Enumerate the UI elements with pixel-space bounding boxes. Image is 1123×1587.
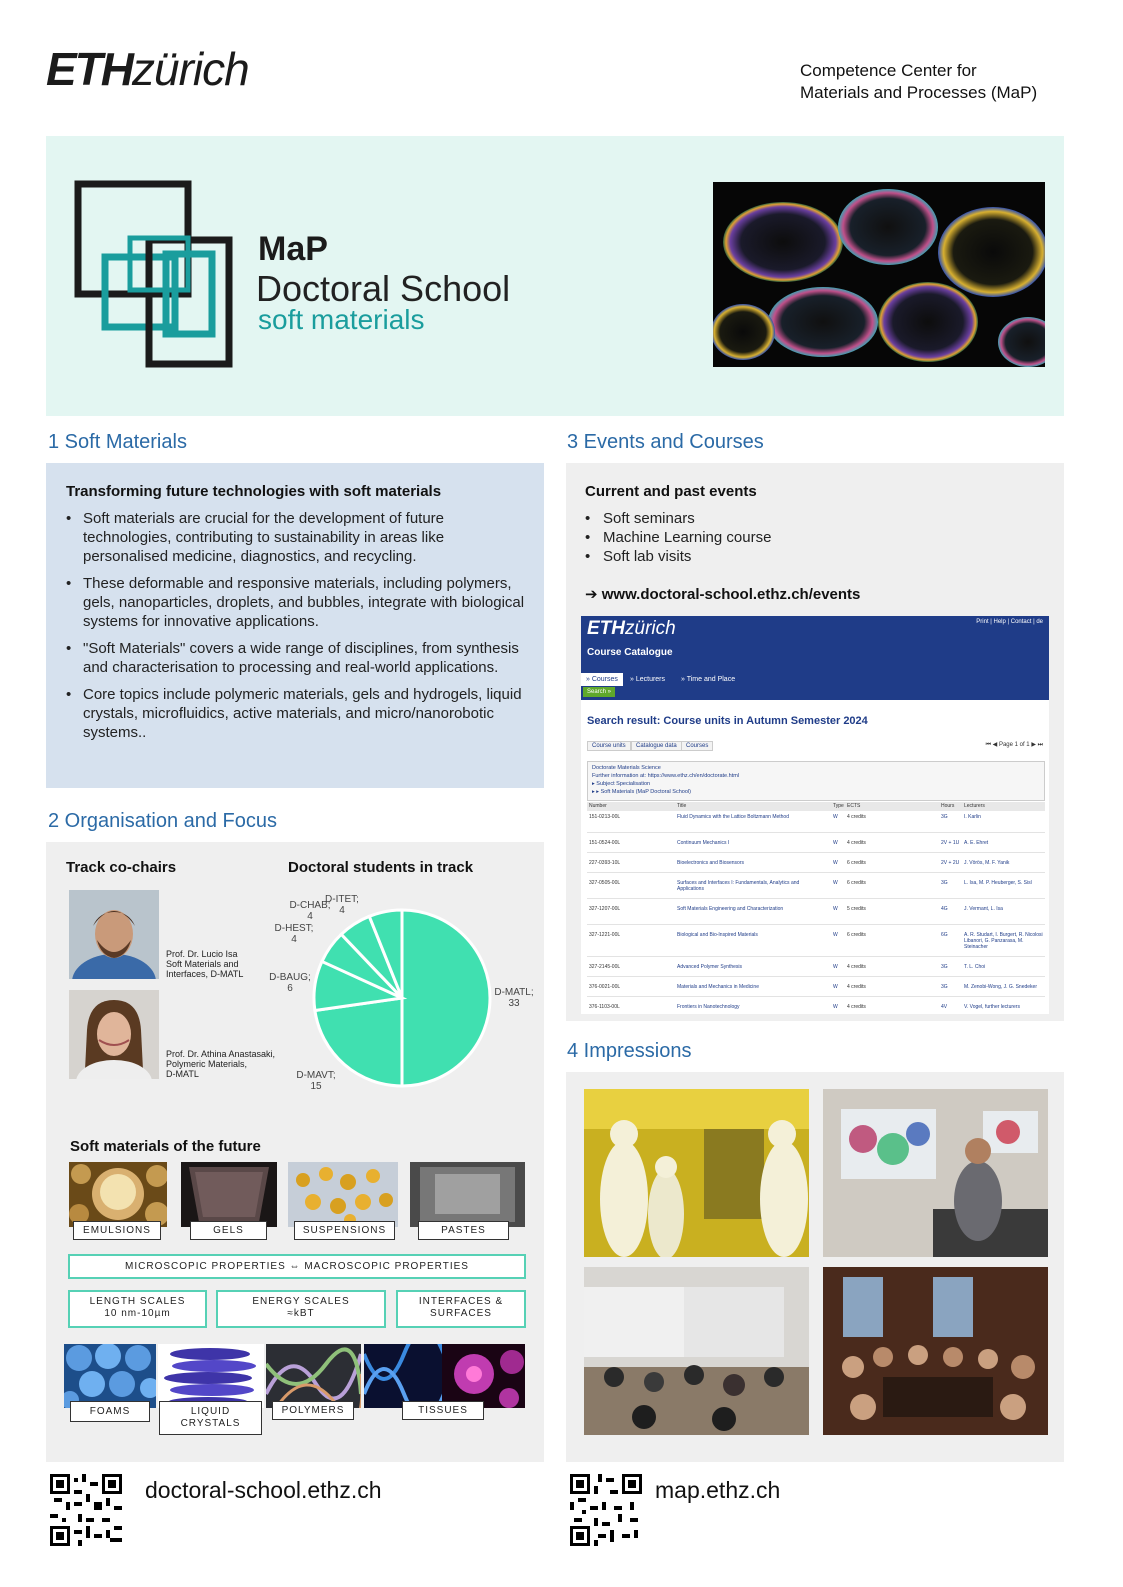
cell-title[interactable]: Surfaces and Interfaces I: Fundamentals, Analytics and Applications	[677, 880, 800, 892]
list-item: • Soft materials are crucial for the development of future technologies, contributing to sustainability in areas like personalised medicine, diagnostics, and recycling.	[66, 509, 532, 566]
interfaces-label-1: INTERFACES &	[418, 1296, 504, 1307]
chair-photo-lucio-isa	[69, 890, 159, 979]
section-1-bullet-list	[66, 509, 532, 750]
foams-tag: FOAMS	[70, 1401, 150, 1422]
length-scales-label: LENGTH SCALES	[89, 1296, 186, 1307]
cell-type: W	[833, 880, 838, 886]
cell-type: W	[833, 840, 838, 846]
events-heading: Current and past events	[585, 483, 757, 500]
gels-tag: GELS	[190, 1221, 267, 1240]
catalogue-search-result-title: Search result: Course units in Autumn Semester 2024	[587, 715, 868, 727]
track-co-chairs-heading: Track co-chairs	[66, 859, 177, 876]
subtab-courses[interactable]: Courses	[681, 741, 713, 751]
filter-soft-materials[interactable]: ▸ ▸ Soft Materials (MaP Doctoral School)	[592, 789, 691, 795]
length-scales-value: 10 nm-10µm	[104, 1308, 171, 1319]
chair-2-name: Prof. Dr. Athina Anastasaki,	[166, 1049, 276, 1059]
soap-bubbles-image	[713, 182, 1045, 367]
energy-scales-label: ENERGY SCALES	[252, 1296, 350, 1307]
cell-title[interactable]: Bioelectronics and Biosensors	[677, 860, 744, 866]
cell-ects: 4 credits	[847, 1004, 866, 1010]
cell-hours: 2V + 1U	[941, 840, 960, 846]
length-scales-box	[68, 1290, 207, 1328]
map-url[interactable]: map.ethz.ch	[655, 1477, 781, 1503]
cell-ects: 6 credits	[847, 932, 866, 938]
cell-lect[interactable]: T. L. Choi	[964, 964, 986, 970]
cell-num: 227-0393-10L	[589, 860, 621, 866]
catalogue-eth-logo: ETHzürich	[587, 618, 676, 639]
catalogue-filter-box	[587, 761, 1045, 801]
section-2-title: 2 Organisation and Focus	[48, 810, 278, 832]
list-item: • Soft lab visits	[585, 547, 771, 566]
impression-dinner-photo	[823, 1267, 1048, 1435]
pie-label-d-itet: D-ITET; 4	[325, 894, 359, 916]
table-row[interactable]	[587, 1003, 1045, 1014]
cell-hours: 3G	[941, 814, 948, 820]
logo-zurich-text: zürich	[132, 43, 249, 95]
pie-label-d-mavt: D-MAVT; 15	[296, 1070, 336, 1092]
events-link[interactable]: ➔ www.doctoral-school.ethz.ch/events	[585, 586, 861, 603]
soft-materials-track: soft materials	[258, 304, 425, 335]
column-lecturers: Lecturers	[964, 803, 985, 809]
cell-num: 327-1221-00L	[589, 932, 621, 938]
cell-num: 327-2145-00L	[589, 964, 621, 970]
chair-1-department: Interfaces, D-MATL	[166, 969, 244, 979]
cell-title[interactable]: Soft Materials Engineering and Characterization	[677, 906, 784, 912]
cell-hours: 4G	[941, 906, 948, 912]
chair-2-department: D-MATL	[166, 1069, 199, 1079]
cell-hours: 2V + 2U	[941, 860, 960, 866]
polymers-image	[266, 1344, 361, 1408]
list-item: • "Soft Materials" covers a wide range of disciplines, from synthesis and characterisation to processing and real-world applications.	[66, 639, 532, 677]
cell-num: 151-0524-00L	[589, 840, 621, 846]
cell-lect[interactable]: I. Karlin	[964, 814, 981, 820]
cell-title[interactable]: Fluid Dynamics with the Lattice Boltzmann Method	[677, 814, 789, 820]
section-1-title: 1 Soft Materials	[48, 431, 187, 453]
liquid-crystals-image	[158, 1344, 264, 1408]
cell-hours: 3G	[941, 964, 948, 970]
map-squares-logo	[74, 180, 236, 368]
filter-doctorate[interactable]: Doctorate Materials Science	[592, 765, 661, 771]
cell-type: W	[833, 814, 838, 820]
column-type: Type	[833, 803, 844, 809]
cell-title[interactable]: Biological and Bio-Inspired Materials	[677, 932, 758, 938]
filter-info[interactable]: Further information at: https://www.ethz.ch/en/doctorate.html	[592, 773, 740, 779]
emulsions-image	[69, 1162, 167, 1227]
interfaces-label-2: SURFACES	[430, 1308, 492, 1319]
cell-hours: 3G	[941, 880, 948, 886]
cell-lect[interactable]: A. E. Ehret	[964, 840, 989, 846]
tissues-tag: TISSUES	[402, 1401, 484, 1420]
foams-image	[64, 1344, 156, 1408]
table-row[interactable]	[587, 839, 1045, 853]
pastes-tag: PASTES	[418, 1221, 509, 1240]
pie-label-d-baug: D-BAUG; 6	[269, 972, 311, 994]
table-row[interactable]	[587, 905, 1045, 925]
list-item: • Soft seminars	[585, 509, 771, 528]
polymers-tag: POLYMERS	[272, 1401, 354, 1420]
cell-lect[interactable]: A. R. Studart, I. Burgert, R. Nicolosi Libanori, G. Panzarasa, M. Steinacher	[964, 932, 1043, 950]
cell-type: W	[833, 1004, 838, 1010]
cell-hours: 3G	[941, 984, 948, 990]
section-4-title: 4 Impressions	[567, 1040, 692, 1062]
list-item: • Machine Learning course	[585, 528, 771, 547]
cell-title[interactable]: Continuum Mechanics I	[677, 840, 730, 846]
tab-lecturers[interactable]: » Lecturers	[630, 676, 666, 683]
cell-type: W	[833, 984, 838, 990]
cell-lect[interactable]: V. Vogel, further lecturers	[964, 1004, 1020, 1010]
cell-ects: 5 credits	[847, 906, 866, 912]
energy-scales-value: ≈kBT	[287, 1308, 315, 1319]
filter-subject[interactable]: ▸ Subject Specialisation	[592, 781, 651, 787]
table-row[interactable]	[587, 813, 1045, 833]
table-row[interactable]	[587, 931, 1045, 957]
cell-type: W	[833, 860, 838, 866]
cell-title[interactable]: Materials and Mechanics in Medicine	[677, 984, 759, 990]
tissues-image	[364, 1344, 525, 1408]
cell-title[interactable]: Frontiers in Nanotechnology	[677, 1004, 740, 1010]
qr-code-doctoral-school[interactable]	[50, 1474, 122, 1546]
impression-cleanroom-photo	[584, 1089, 809, 1257]
cell-ects: 4 credits	[847, 984, 866, 990]
table-row[interactable]	[587, 879, 1045, 899]
subtab-catalogue-data[interactable]: Catalogue data	[631, 741, 682, 751]
pie-label-d-hest: D-HEST; 4	[274, 923, 314, 945]
catalogue-top-links[interactable]: Print | Help | Contact | de	[976, 619, 1043, 625]
cell-num: 327-1207-00L	[589, 906, 621, 912]
tab-courses[interactable]: » Courses	[581, 673, 623, 686]
events-list	[585, 509, 771, 566]
cell-type: W	[833, 932, 838, 938]
chair-2-caption	[166, 1049, 275, 1079]
chair-photo-athina-anastasaki	[69, 990, 159, 1079]
map-title: MaP	[258, 230, 328, 268]
chair-2-group: Polymeric Materials,	[166, 1059, 248, 1069]
cell-hours: 4V	[941, 1004, 948, 1010]
micro-macro-properties-box: MICROSCOPIC PROPERTIES ⇔ MACROSCOPIC PROPERTIES	[68, 1254, 526, 1279]
liquid-crystals-tag	[159, 1401, 262, 1435]
qr-code-map[interactable]	[570, 1474, 642, 1546]
gels-image	[181, 1162, 277, 1227]
liquid-crystals-label-1: LIQUID	[190, 1406, 231, 1417]
catalogue-table-header	[587, 802, 1045, 811]
impression-seminar-photo	[823, 1089, 1048, 1257]
cell-num: 151-0213-00L	[589, 814, 621, 820]
cell-type: W	[833, 964, 838, 970]
students-pie-chart	[262, 880, 544, 1100]
list-item: • Core topics include polymeric materials, gels and hydrogels, liquid crystals, microfluidics, active materials, and micro/nanorobotic systems..	[66, 685, 532, 742]
doctoral-school-title: Doctoral School	[256, 268, 511, 309]
column-title: Title	[677, 803, 687, 809]
cell-ects: 6 credits	[847, 880, 866, 886]
suspensions-image	[288, 1162, 398, 1227]
chair-1-caption	[166, 949, 243, 979]
column-number: Number	[589, 803, 607, 809]
emulsions-tag: EMULSIONS	[73, 1221, 161, 1240]
cell-lect[interactable]: L. Isa, M. P. Heuberger, S. Sisl	[964, 880, 1032, 886]
table-row[interactable]	[587, 859, 1045, 873]
cell-ects: 4 credits	[847, 840, 866, 846]
cell-title[interactable]: Advanced Polymer Synthesis	[677, 964, 743, 970]
impression-course-photo	[584, 1267, 809, 1435]
cell-lect[interactable]: M. Zenobi-Wong, J. G. Snedeker	[964, 984, 1037, 990]
pie-label-d-matl: D-MATL; 33	[494, 987, 534, 1009]
cell-num: 376-1103-00L	[589, 1004, 620, 1010]
eth-zurich-logo	[46, 42, 249, 96]
cell-num: 327-0505-00L	[589, 880, 621, 886]
cell-ects: 6 credits	[847, 860, 866, 866]
tab-time-and-place[interactable]: » Time and Place	[681, 676, 736, 683]
catalogue-search-button[interactable]: Search »	[583, 687, 615, 697]
doctoral-school-url[interactable]: doctoral-school.ethz.ch	[145, 1477, 382, 1503]
cell-lect[interactable]: J. Vörös, M. F. Yanik	[964, 860, 1010, 866]
doctoral-students-heading: Doctoral students in track	[288, 859, 474, 876]
column-ects: ECTS	[847, 803, 861, 809]
cell-hours: 6G	[941, 932, 948, 938]
catalogue-title: Course Catalogue	[587, 647, 673, 658]
pie-label-d-chab: D-CHAB; 4	[289, 900, 331, 922]
cc-line-1: Competence Center for	[800, 61, 977, 80]
liquid-crystals-label-2: CRYSTALS	[180, 1418, 241, 1429]
cell-lect[interactable]: J. Vermant, L. Isa	[964, 906, 1003, 912]
cc-line-2: Materials and Processes (MaP)	[800, 83, 1038, 102]
table-row[interactable]	[587, 963, 1045, 977]
table-row[interactable]	[587, 983, 1045, 997]
pastes-image	[410, 1162, 525, 1227]
cell-ects: 4 credits	[847, 814, 866, 820]
section-1-heading: Transforming future technologies with soft materials	[66, 483, 442, 500]
pie-slice-d-matl	[402, 910, 490, 1086]
column-hours: Hours	[941, 803, 955, 809]
interfaces-box	[396, 1290, 526, 1328]
cell-ects: 4 credits	[847, 964, 866, 970]
future-materials-heading: Soft materials of the future	[70, 1138, 261, 1155]
list-item: • These deformable and responsive materials, including polymers, gels, nanoparticles, droplets, and bubbles, integrate with biological systems for innovative applications.	[66, 574, 532, 631]
section-3-title: 3 Events and Courses	[567, 431, 764, 453]
cell-type: W	[833, 906, 838, 912]
cell-num: 376-0021-00L	[589, 984, 621, 990]
subtab-course-units[interactable]: Course units	[587, 741, 631, 751]
competence-center-title	[800, 60, 1037, 104]
suspensions-tag: SUSPENSIONS	[294, 1221, 395, 1240]
chair-1-name: Prof. Dr. Lucio Isa	[166, 949, 238, 959]
course-catalogue-screenshot	[581, 616, 1049, 1014]
catalogue-pager[interactable]: ⏮ ◀ Page 1 of 1 ▶ ⏭	[985, 742, 1043, 748]
chair-1-group: Soft Materials and	[166, 959, 239, 969]
logo-eth-text: ETH	[46, 43, 132, 95]
energy-scales-box	[216, 1290, 386, 1328]
